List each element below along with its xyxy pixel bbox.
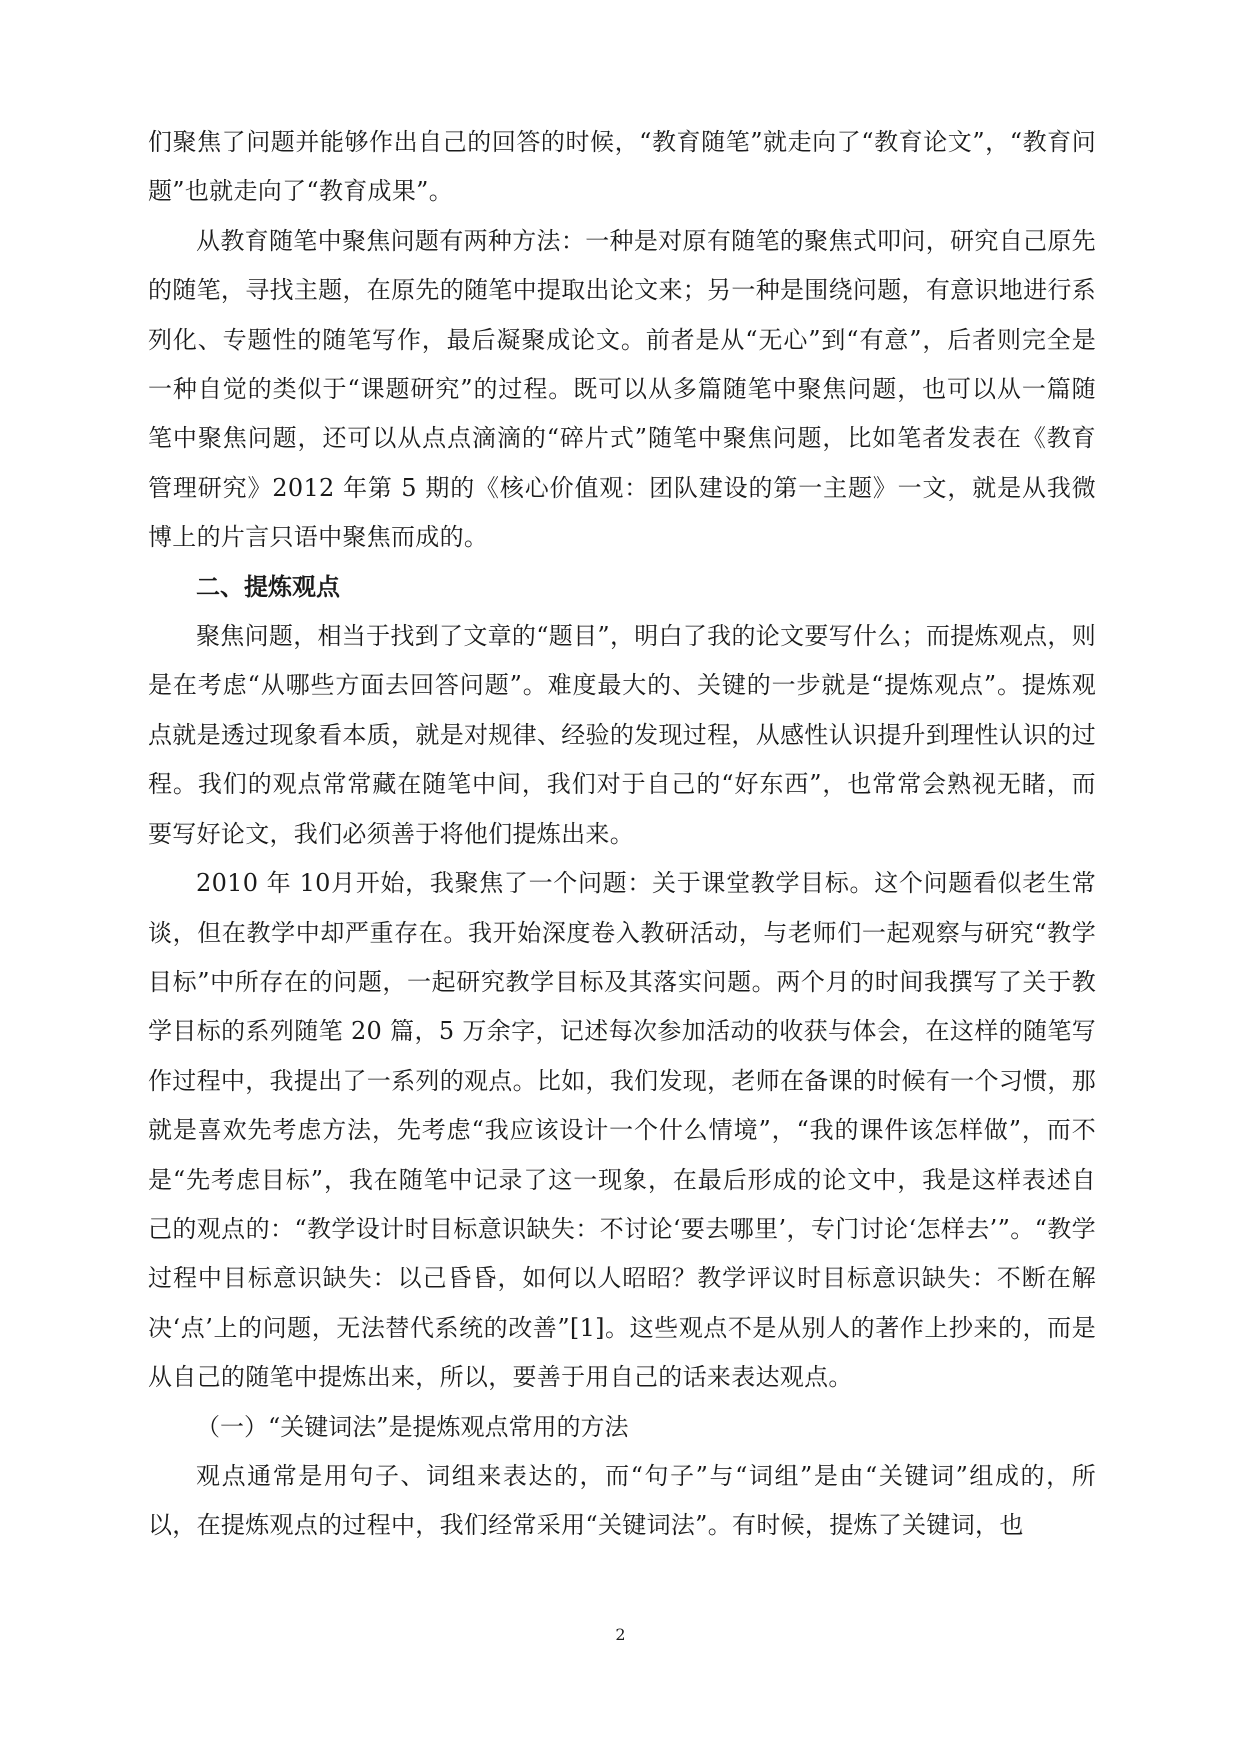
paragraph-continuation: 们聚焦了问题并能够作出自己的回答的时候，“教育随笔”就走向了“教育论文”，“教育问题”也就走向了“教育成果”。 [148, 128, 1096, 206]
document-page [148, 118, 1096, 1551]
page-number: 2 [615, 1625, 626, 1644]
subsection-heading-keyword-method: （一）“关键词法”是提炼观点常用的方法 [196, 1412, 629, 1441]
paragraph-refine-intro: 聚焦问题，相当于找到了文章的“题目”，明白了我的论文要写什么；而提炼观点，则是在考虑“从哪些方面去回答问题”。难度最大的、关键的一步就是“提炼观点”。提炼观点就是透过现象看本质，就是对规律、经验的发现过程，从感性认识提升到理性认识的过程。我们的观点常常藏在随笔中间，我们对于自己的“好东西”，也常常会熟视无睹，而要写好论文，我们必须善于将他们提炼出来。 [148, 622, 1096, 848]
section-heading-refine-viewpoints: 二、提炼观点 [196, 572, 340, 601]
paragraph-teaching-goals-example: 2010 年 10月开始，我聚焦了一个问题：关于课堂教学目标。这个问题看似老生常谈，但在教学中却严重存在。我开始深度卷入教研活动，与老师们一起观察与研究“教学目标”中所存在的问题，一起研究教学目标及其落实问题。两个月的时间我撰写了关于教学目标的系列随笔 20 篇，5 万余字，记述每次参加活动的收获与体会，在这样的随笔写作过程中，我提出了一系列的观点。比如，我们发现，老师在备课的时候有一个习惯，那就是喜欢先考虑方法，先考虑“我应该设计一个什么情境”，“我的课件该怎样做”，而不是“先考虑目标”，我在随笔中记录了这一现象，在最后形成的论文中，我是这样表述自己的观点的：“教学设计时目标意识缺失：不讨论‘要去哪里’，专门讨论‘怎样去’”。“教学过程中目标意识缺失：以己昏昏，如何以人昭昭？教学评议时目标意识缺失：不断在解决‘点’上的问题，无法替代系统的改善”[1]。这些观点不是从别人的著作上抄来的，而是从自己的随笔中提炼出来，所以，要善于用自己的话来表达观点。 [148, 869, 1096, 1392]
paragraph-keyword-method: 观点通常是用句子、词组来表达的，而“句子”与“词组”是由“关键词”组成的，所以，在提炼观点的过程中，我们经常采用“关键词法”。有时候，提炼了关键词，也 [148, 1461, 1096, 1540]
paragraph-focus-methods: 从教育随笔中聚焦问题有两种方法：一种是对原有随笔的聚焦式叩问，研究自己原先的随笔，寻找主题，在原先的随笔中提取出论文来；另一种是围绕问题，有意识地进行系列化、专题性的随笔写作，最后凝聚成论文。前者是从“无心”到“有意”，后者则完全是一种自觉的类似于“课题研究”的过程。既可以从多篇随笔中聚焦问题，也可以从一篇随笔中聚焦问题，还可以从点点滴滴的“碎片式”随笔中聚焦问题，比如笔者发表在《教育管理研究》2012 年第 5 期的《核心价值观：团队建设的第一主题》一文，就是从我微博上的片言只语中聚焦而成的。 [148, 226, 1096, 552]
